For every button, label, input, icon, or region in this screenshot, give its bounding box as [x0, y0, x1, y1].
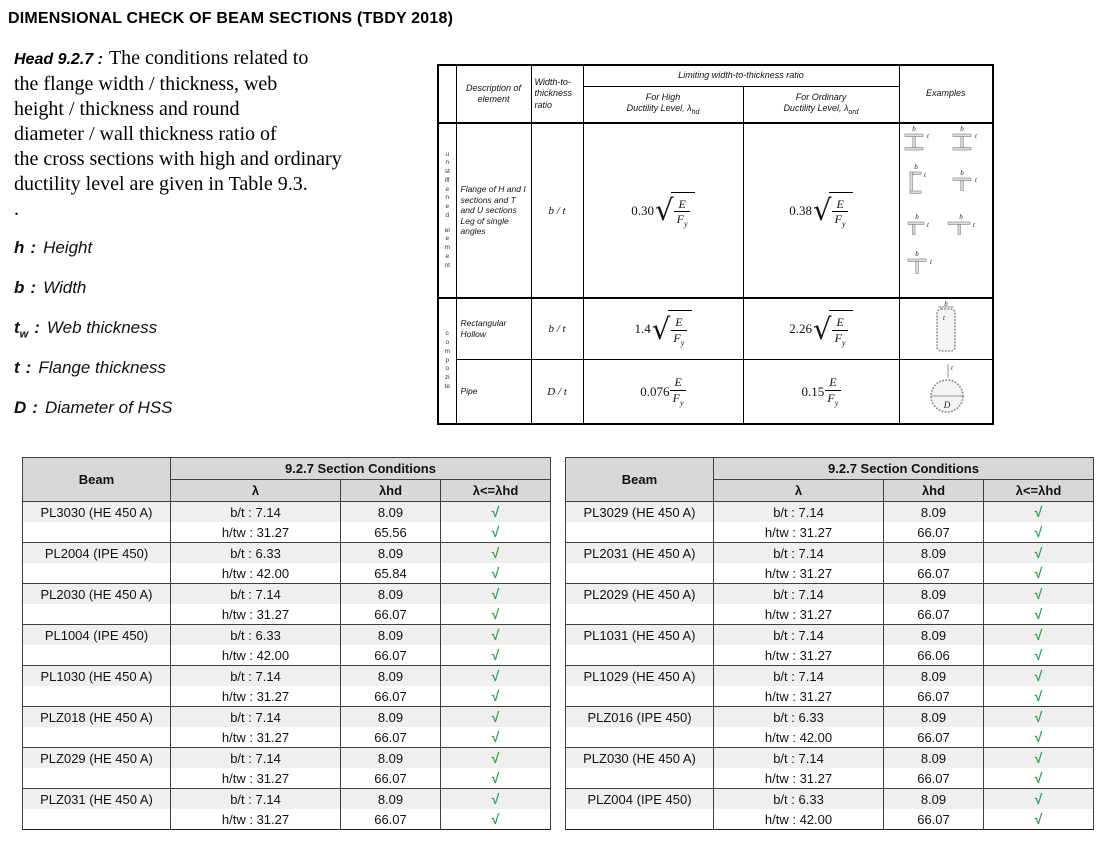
beam-cell: PL2030 (HE 450 A) — [23, 584, 171, 605]
beam-cell — [566, 768, 714, 789]
beam-cell: PL2031 (HE 450 A) — [566, 543, 714, 564]
check-cell: √ — [984, 768, 1094, 789]
paragraph-line: the cross sections with high and ordinary — [14, 148, 342, 170]
check-cell: √ — [984, 707, 1094, 728]
beam-cell: PLZ018 (HE 450 A) — [23, 707, 171, 728]
beam-table-row — [23, 809, 551, 830]
definition-symbol: h — [14, 238, 25, 257]
check-column-header: λ<=λhd — [984, 480, 1094, 502]
lambda-value-cell: b/t : 7.14 — [714, 543, 884, 564]
conditions-header: 9.2.7 Section Conditions — [714, 458, 1094, 480]
lambda-value-cell: b/t : 6.33 — [171, 543, 341, 564]
side-label-unstiffened: unstiffened element — [438, 123, 456, 298]
check-cell: √ — [441, 748, 551, 769]
beam-cell: PL2004 (IPE 450) — [23, 543, 171, 564]
conditions-header: 9.2.7 Section Conditions — [171, 458, 551, 480]
beam-column-header: Beam — [566, 458, 714, 502]
definition-colon: : — [30, 278, 37, 297]
beam-check-table — [565, 457, 1094, 830]
lambda-hd-value-cell: 65.84 — [341, 563, 441, 584]
beam-table-row — [566, 563, 1094, 584]
lambda-hd-value-cell: 8.09 — [884, 543, 984, 564]
lambda-value-cell: h/tw : 31.27 — [171, 522, 341, 543]
lambda-value-cell: h/tw : 31.27 — [171, 809, 341, 830]
ratio-cell: D / t — [531, 360, 583, 425]
lambda-hd-value-cell: 66.07 — [341, 768, 441, 789]
open-sections-examples — [900, 125, 994, 291]
symbol-definitions — [14, 238, 173, 438]
definition-item — [14, 398, 173, 421]
beam-cell: PLZ031 (HE 450 A) — [23, 789, 171, 810]
lambda-hd-column-header: λhd — [884, 480, 984, 502]
high-ductility-formula: 1.4 √ $\frac{E}{F_y}$ — [583, 298, 743, 360]
definition-colon: : — [25, 358, 32, 377]
beam-table-row — [23, 748, 551, 769]
lambda-column-header: λ — [714, 480, 884, 502]
beam-cell — [23, 645, 171, 666]
beam-cell — [566, 727, 714, 748]
check-cell: √ — [984, 584, 1094, 605]
element-description: Flange of H and I sections and T and U sections Leg of single angles — [456, 123, 531, 298]
lambda-hd-value-cell: 8.09 — [884, 707, 984, 728]
lambda-hd-value-cell: 66.07 — [884, 768, 984, 789]
beam-table-row — [566, 522, 1094, 543]
check-cell: √ — [441, 768, 551, 789]
lambda-value-cell: h/tw : 31.27 — [714, 563, 884, 584]
angle-section-icon — [908, 213, 930, 235]
svg-text:t: t — [974, 176, 977, 184]
check-cell: √ — [984, 522, 1094, 543]
lambda-hd-value-cell: 66.07 — [884, 522, 984, 543]
lambda-hd-value-cell: 66.06 — [884, 645, 984, 666]
paragraph-line: height / thickness and round — [14, 98, 240, 120]
beam-cell — [23, 768, 171, 789]
lambda-value-cell: b/t : 7.14 — [171, 666, 341, 687]
beam-cell — [23, 727, 171, 748]
beam-cell: PL1029 (HE 450 A) — [566, 666, 714, 687]
lambda-hd-value-cell: 8.09 — [341, 543, 441, 564]
lambda-value-cell: b/t : 6.33 — [171, 625, 341, 646]
i-section-icon — [953, 125, 978, 150]
beam-table-row — [566, 768, 1094, 789]
check-cell: √ — [441, 522, 551, 543]
beam-cell — [23, 522, 171, 543]
beam-table-row — [566, 645, 1094, 666]
svg-text:b: b — [958, 213, 963, 221]
definition-item — [14, 318, 173, 341]
i-section-icon — [905, 125, 930, 150]
lambda-value-cell: b/t : 7.14 — [171, 584, 341, 605]
beam-cell: PLZ029 (HE 450 A) — [23, 748, 171, 769]
svg-text:b: b — [914, 250, 919, 258]
check-cell: √ — [984, 809, 1094, 830]
lambda-value-cell: b/t : 7.14 — [171, 789, 341, 810]
beam-table-row — [566, 625, 1094, 646]
beam-cell — [23, 686, 171, 707]
lambda-hd-value-cell: 8.09 — [341, 789, 441, 810]
check-cell: √ — [441, 686, 551, 707]
beam-cell — [566, 522, 714, 543]
lambda-value-cell: h/tw : 31.27 — [714, 686, 884, 707]
paragraph-line: diameter / wall thickness ratio of — [14, 123, 277, 145]
beam-table-row — [566, 748, 1094, 769]
table-9-3-image — [437, 64, 994, 425]
element-description: Rectangular Hollow — [456, 298, 531, 360]
check-cell: √ — [441, 727, 551, 748]
definition-symbol: $t_w$ — [14, 318, 29, 341]
definition-colon: : — [30, 238, 37, 257]
beam-cell: PL3029 (HE 450 A) — [566, 502, 714, 523]
lambda-value-cell: b/t : 7.14 — [714, 502, 884, 523]
ordinary-ductility-formula: 0.15 $\frac{E}{F_y}$ — [743, 360, 899, 425]
lambda-value-cell: b/t : 7.14 — [714, 748, 884, 769]
t93-header-description: Description of element — [456, 65, 531, 123]
lambda-value-cell: h/tw : 31.27 — [171, 768, 341, 789]
beam-cell: PL2029 (HE 450 A) — [566, 584, 714, 605]
definition-colon: : — [32, 398, 38, 417]
beam-table-row — [23, 522, 551, 543]
t93-header-examples: Examples — [899, 65, 993, 123]
check-cell: √ — [984, 543, 1094, 564]
lambda-value-cell: h/tw : 42.00 — [171, 563, 341, 584]
lambda-value-cell: b/t : 7.14 — [171, 707, 341, 728]
definition-meaning: Diameter of HSS — [44, 398, 173, 417]
examples-cell — [899, 298, 993, 360]
head-label: Head 9.2.7 : — [14, 51, 103, 68]
lambda-hd-value-cell: 65.56 — [341, 522, 441, 543]
beam-table-row — [23, 563, 551, 584]
high-ductility-formula: 0.30 √ $\frac{E}{F_y}$ — [583, 123, 743, 298]
check-cell: √ — [441, 563, 551, 584]
lambda-value-cell: h/tw : 42.00 — [171, 645, 341, 666]
pipe-section-icon — [900, 360, 994, 418]
t93-header-high: For High Ductility Level, $\lambda_{hd}$ — [583, 87, 743, 124]
beam-cell — [23, 809, 171, 830]
definition-meaning: Width — [43, 278, 87, 297]
check-cell: √ — [441, 809, 551, 830]
svg-text:t: t — [974, 132, 977, 140]
ordinary-ductility-formula: 2.26 √ $\frac{E}{F_y}$ — [743, 298, 899, 360]
beam-table-row — [23, 502, 551, 523]
lambda-value-cell: h/tw : 31.27 — [714, 522, 884, 543]
svg-text:t: t — [926, 132, 929, 140]
check-cell: √ — [984, 604, 1094, 625]
lambda-column-header: λ — [171, 480, 341, 502]
svg-text:b: b — [959, 125, 964, 133]
beam-table-row — [23, 666, 551, 687]
channel-section-icon — [910, 163, 927, 193]
check-cell: √ — [441, 604, 551, 625]
lambda-value-cell: b/t : 6.33 — [714, 707, 884, 728]
svg-text:t: t — [929, 258, 932, 266]
svg-text:b: b — [943, 300, 948, 308]
definition-symbol: b — [14, 278, 25, 297]
beam-table-row — [566, 789, 1094, 810]
lambda-value-cell: h/tw : 31.27 — [714, 645, 884, 666]
beam-table-row — [566, 502, 1094, 523]
t93-header-ratio: Width-to-thickness ratio — [531, 65, 583, 123]
lambda-value-cell: b/t : 7.14 — [714, 625, 884, 646]
lambda-hd-column-header: λhd — [341, 480, 441, 502]
beam-table-row — [23, 543, 551, 564]
lambda-value-cell: b/t : 7.14 — [714, 584, 884, 605]
lambda-hd-value-cell: 66.07 — [884, 727, 984, 748]
beam-cell — [566, 563, 714, 584]
lambda-value-cell: b/t : 7.14 — [171, 748, 341, 769]
angle-section-icon — [948, 213, 976, 235]
examples-cell — [899, 123, 993, 298]
side-label-composite: compozite — [438, 298, 456, 424]
check-cell: √ — [984, 625, 1094, 646]
lambda-hd-value-cell: 66.07 — [884, 686, 984, 707]
svg-text:b: b — [911, 125, 916, 133]
paragraph-line: the flange width / thickness, web — [14, 73, 278, 95]
svg-text:t: t — [926, 221, 929, 229]
paragraph — [14, 46, 484, 222]
check-cell: √ — [984, 563, 1094, 584]
svg-text:t: t — [923, 171, 926, 179]
lambda-value-cell: h/tw : 42.00 — [714, 727, 884, 748]
lambda-value-cell: b/t : 7.14 — [171, 502, 341, 523]
check-cell: √ — [441, 666, 551, 687]
t93-header-limiting: Limiting width-to-thickness ratio — [583, 65, 899, 87]
lambda-value-cell: h/tw : 31.27 — [171, 727, 341, 748]
check-cell: √ — [984, 727, 1094, 748]
beam-check-table-right — [565, 457, 1094, 830]
lambda-value-cell: b/t : 7.14 — [714, 666, 884, 687]
beam-cell — [23, 563, 171, 584]
beam-cell — [566, 604, 714, 625]
beam-check-table-left — [22, 457, 551, 830]
beam-cell: PL3030 (HE 450 A) — [23, 502, 171, 523]
beam-table-row — [23, 686, 551, 707]
beam-column-header: Beam — [23, 458, 171, 502]
beam-table-row — [23, 727, 551, 748]
examples-cell — [899, 360, 993, 425]
t93-header-ordinary: For Ordinary Ductility Level, $\lambda_{ord}$ — [743, 87, 899, 124]
check-cell: √ — [984, 789, 1094, 810]
beam-table-row — [566, 686, 1094, 707]
beam-table-row — [566, 584, 1094, 605]
beam-table-row — [566, 809, 1094, 830]
lambda-hd-value-cell: 66.07 — [341, 727, 441, 748]
beam-table-row — [23, 625, 551, 646]
lambda-hd-value-cell: 8.09 — [341, 666, 441, 687]
beam-table-row — [23, 584, 551, 605]
check-cell: √ — [441, 502, 551, 523]
lambda-hd-value-cell: 66.07 — [341, 604, 441, 625]
svg-text:b: b — [959, 169, 964, 177]
svg-text:b: b — [913, 163, 918, 171]
beam-cell — [23, 604, 171, 625]
tee-section-icon — [908, 250, 933, 274]
lambda-hd-value-cell: 8.09 — [341, 584, 441, 605]
beam-cell: PL1004 (IPE 450) — [23, 625, 171, 646]
lambda-value-cell: h/tw : 31.27 — [714, 768, 884, 789]
ordinary-ductility-formula: 0.38 √ $\frac{E}{F_y}$ — [743, 123, 899, 298]
high-ductility-formula: 0.076 $\frac{E}{F_y}$ — [583, 360, 743, 425]
lambda-hd-value-cell: 66.07 — [341, 686, 441, 707]
definition-item — [14, 278, 173, 301]
lambda-hd-value-cell: 8.09 — [341, 707, 441, 728]
element-description: Pipe — [456, 360, 531, 425]
svg-text:t: t — [950, 364, 953, 372]
beam-cell: PL1030 (HE 450 A) — [23, 666, 171, 687]
definition-meaning: Web thickness — [46, 318, 158, 337]
beam-table-row — [566, 666, 1094, 687]
paragraph-line: . — [14, 198, 19, 220]
side-label-header — [438, 65, 456, 123]
beam-table-row — [23, 768, 551, 789]
beam-check-table — [22, 457, 551, 830]
definition-item — [14, 358, 173, 381]
check-cell: √ — [441, 707, 551, 728]
lambda-hd-value-cell: 8.09 — [341, 748, 441, 769]
check-cell: √ — [984, 686, 1094, 707]
check-column-header: λ<=λhd — [441, 480, 551, 502]
beam-table-row — [23, 645, 551, 666]
lambda-hd-value-cell: 8.09 — [341, 502, 441, 523]
lambda-value-cell: b/t : 6.33 — [714, 789, 884, 810]
lambda-hd-value-cell: 66.07 — [884, 604, 984, 625]
ratio-cell: b / t — [531, 298, 583, 360]
page-title: DIMENSIONAL CHECK OF BEAM SECTIONS (TBDY 2018) — [8, 10, 454, 27]
check-cell: √ — [441, 789, 551, 810]
check-cell: √ — [441, 625, 551, 646]
beam-cell: PLZ016 (IPE 450) — [566, 707, 714, 728]
lambda-hd-value-cell: 8.09 — [884, 789, 984, 810]
beam-cell: PLZ030 (HE 450 A) — [566, 748, 714, 769]
ratio-cell: b / t — [531, 123, 583, 298]
beam-table-row — [23, 789, 551, 810]
definition-symbol: D — [14, 398, 27, 417]
beam-table-row — [23, 707, 551, 728]
lambda-hd-value-cell: 66.07 — [341, 809, 441, 830]
check-cell: √ — [441, 584, 551, 605]
definition-item — [14, 238, 173, 261]
lambda-hd-value-cell: 8.09 — [341, 625, 441, 646]
definition-colon: : — [34, 318, 40, 337]
svg-text:D: D — [943, 400, 950, 410]
beam-table-row — [23, 604, 551, 625]
lambda-hd-value-cell: 8.09 — [884, 584, 984, 605]
beam-cell — [566, 686, 714, 707]
svg-text:t: t — [942, 314, 945, 322]
lambda-hd-value-cell: 8.09 — [884, 625, 984, 646]
beam-table-row — [566, 604, 1094, 625]
svg-text:t: t — [972, 221, 975, 229]
beam-cell: PLZ004 (IPE 450) — [566, 789, 714, 810]
lambda-hd-value-cell: 66.07 — [884, 563, 984, 584]
check-cell: √ — [441, 645, 551, 666]
check-cell: √ — [441, 543, 551, 564]
lambda-hd-value-cell: 66.07 — [341, 645, 441, 666]
check-cell: √ — [984, 748, 1094, 769]
svg-text:b: b — [914, 213, 919, 221]
tee-section-icon — [953, 169, 978, 191]
beam-cell — [566, 645, 714, 666]
definition-meaning: Flange thickness — [38, 358, 166, 377]
lambda-hd-value-cell: 8.09 — [884, 748, 984, 769]
check-cell: √ — [984, 666, 1094, 687]
paragraph-line: Head 9.2.7 : The conditions related to — [14, 47, 309, 69]
lambda-value-cell: h/tw : 31.27 — [714, 604, 884, 625]
definition-symbol: t — [14, 358, 20, 377]
lambda-hd-value-cell: 66.07 — [884, 809, 984, 830]
lambda-value-cell: h/tw : 42.00 — [714, 809, 884, 830]
paragraph-line: ductility level are given in Table 9.3. — [14, 173, 308, 195]
check-cell: √ — [984, 645, 1094, 666]
beam-table-row — [566, 543, 1094, 564]
beam-cell: PL1031 (HE 450 A) — [566, 625, 714, 646]
beam-table-row — [566, 727, 1094, 748]
definition-meaning: Height — [43, 238, 93, 257]
lambda-value-cell: h/tw : 31.27 — [171, 686, 341, 707]
lambda-value-cell: h/tw : 31.27 — [171, 604, 341, 625]
beam-table-row — [566, 707, 1094, 728]
beam-cell — [566, 809, 714, 830]
limiting-ratio-table — [437, 64, 994, 425]
lambda-hd-value-cell: 8.09 — [884, 666, 984, 687]
check-cell: √ — [984, 502, 1094, 523]
rhs-section-icon — [900, 299, 994, 354]
lambda-hd-value-cell: 8.09 — [884, 502, 984, 523]
